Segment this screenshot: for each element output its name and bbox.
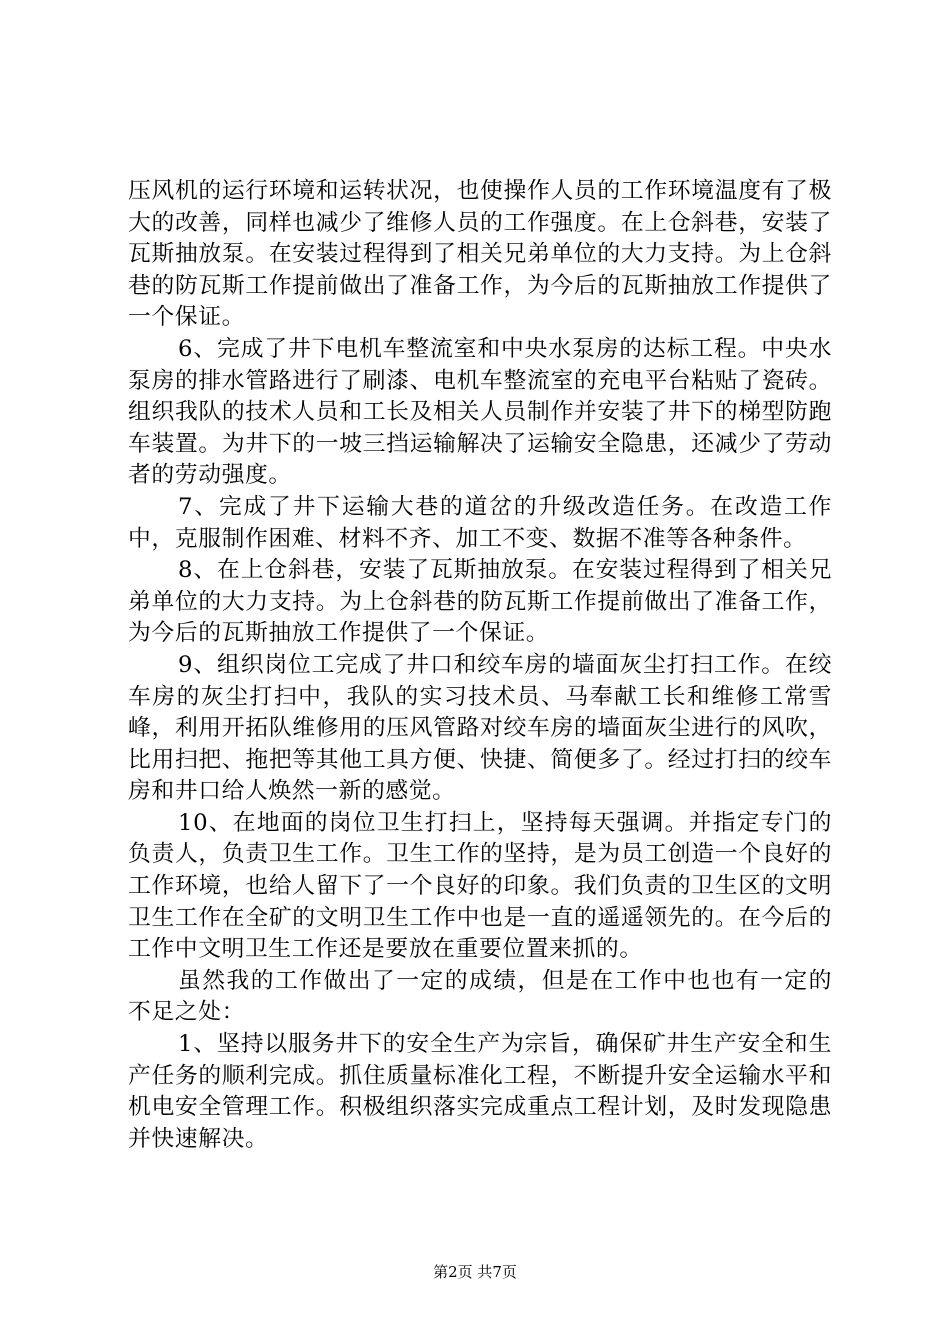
paragraph-shortcoming-1: 1、坚持以服务井下的安全生产为宗旨，确保矿井生产安全和生产任务的顺利完成。抓住质量标准化工程，不断提升安全运输水平和机电安全管理工作。积极组织落实完成重点工程计划，及时发现隐患并快速解决。 — [128, 1031, 832, 1152]
paragraph-item-6: 6、完成了井下电机车整流室和中央水泵房的达标工程。中央水泵房的排水管路进行了刷漆、电机车整流室的充电平台粘贴了瓷砖。组织我队的技术人员和工长及相关人员制作并安装了井下的梯型防跑车装置。为井下的一坡三挡运输解决了运输安全隐患，还减少了劳动者的劳动强度。 — [128, 335, 832, 489]
document-body — [128, 176, 832, 1155]
paragraph-shortcomings-intro: 虽然我的工作做出了一定的成绩，但是在工作中也也有一定的不足之处： — [128, 967, 832, 1026]
paragraph-item-10: 10、在地面的岗位卫生打扫上，坚持每天强调。并指定专门的负责人，负责卫生工作。卫生工作的坚持，是为员工创造一个良好的工作环境，也给人留下了一个良好的印象。我们负责的卫生区的文明卫生工作在全矿的文明卫生工作中也是一直的遥遥领先的。在今后的工作中文明卫生工作还是要放在重要位置来抓的。 — [128, 809, 832, 963]
paragraph-item-8: 8、在上仓斜巷，安装了瓦斯抽放泵。在安装过程得到了相关兄弟单位的大力支持。为上仓斜巷的防瓦斯工作提前做出了准备工作，为今后的瓦斯抽放工作提供了一个保证。 — [128, 557, 832, 647]
paragraph-item-7: 7、完成了井下运输大巷的道岔的升级改造任务。在改造工作中，克服制作困难、材料不齐、加工不变、数据不准等各种条件。 — [128, 493, 832, 552]
page-number-footer: 第2页 共7页 — [433, 1263, 517, 1281]
paragraph-continuation: 压风机的运行环境和运转状况，也使操作人员的工作环境温度有了极大的改善，同样也减少了维修人员的工作强度。在上仓斜巷，安装了瓦斯抽放泵。在安装过程得到了相关兄弟单位的大力支持。为上仓斜巷的防瓦斯工作提前做出了准备工作，为今后的瓦斯抽放工作提供了一个保证。 — [128, 178, 832, 331]
paragraph-item-9: 9、组织岗位工完成了井口和绞车房的墙面灰尘打扫工作。在绞车房的灰尘打扫中，我队的实习技术员、马奉献工长和维修工常雪峰，利用开拓队维修用的压风管路对绞车房的墙面灰尘进行的风吹，比用扫把、拖把等其他工具方便、快捷、简便多了。经过打扫的绞车房和井口给人焕然一新的感觉。 — [128, 651, 832, 805]
